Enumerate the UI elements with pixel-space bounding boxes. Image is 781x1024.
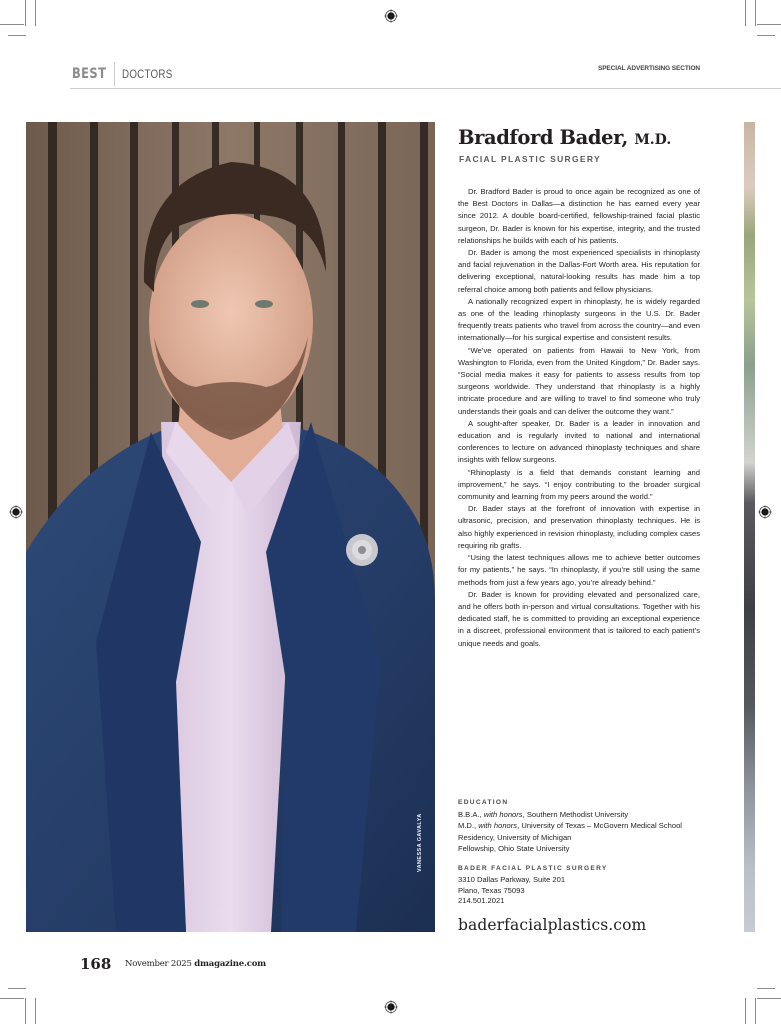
crop-mark (757, 24, 781, 25)
degree: B.B.A., (458, 809, 482, 819)
issue-line (125, 959, 266, 969)
crop-mark (745, 998, 746, 1024)
article-paragraph: Dr. Bader is known for providing elevated and personalized care, and he offers both in-person and virtual consultations. Together with his dedicated staff, he is committed to providing an exceptional experience in a discreet, professional environment that is tailored to each patient’s unique needs and goals. (458, 589, 700, 648)
crop-mark (757, 988, 775, 989)
website-link[interactable]: baderfacialplastics.com (458, 916, 647, 934)
crop-mark (757, 998, 781, 999)
crop-mark (757, 35, 775, 36)
school: , Southern Methodist University (522, 809, 629, 819)
address-line-1: 3310 Dallas Parkway, Suite 201 (458, 874, 566, 884)
header-divider (114, 62, 115, 86)
registration-mark-icon (9, 505, 23, 519)
crop-mark (745, 0, 746, 26)
article-paragraph: Dr. Bader stays at the forefront of innovation with expertise in ultrasonic, precision, and preservation rhinoplasty techniques. He is also highly experienced in revision rhinoplasty, including complex cases requiring rib grafts. (458, 504, 700, 550)
education-item: Fellowship, Ohio State University (458, 844, 570, 854)
portrait-illustration (26, 122, 435, 932)
honors: with honors (483, 809, 523, 819)
crop-mark (0, 998, 24, 999)
specialty: FACIAL PLASTIC SURGERY (459, 154, 601, 164)
crop-mark (35, 0, 36, 26)
crop-mark (755, 998, 756, 1024)
article-paragraph: A sought-after speaker, Dr. Bader is a leader in innovation and education and is regularly invited to national and international conferences to lecture on advanced rhinoplasty techniques and share insights with fellow surgeons. (458, 418, 700, 465)
address-line-2: Plano, Texas 75093 (458, 885, 525, 895)
page-number: 168 (80, 955, 112, 973)
crop-mark (25, 0, 26, 26)
article-paragraph: Dr. Bader is among the most experienced specialists in rhinoplasty and facial rejuvenation in the Dallas-Fort Worth area. His reputation for delivering exceptional, natural-looking results has made him a top referral choice among both patients and fellow physicians. (458, 248, 700, 294)
registration-mark-icon (758, 505, 772, 519)
school: , University of Texas – McGovern Medical School (517, 821, 682, 831)
education-item: Residency, University of Michigan (458, 832, 572, 842)
article-paragraph: “Rhinoplasty is a field that demands constant learning and improvement,” he says. “I enjoy contributing to the broader surgical community and learning from my peers around the world.” (458, 467, 700, 502)
practice-name: BADER FACIAL PLASTIC SURGERY (458, 865, 608, 872)
registration-mark-icon (384, 1000, 398, 1014)
photo-credit: VANESSA GAVALYA (417, 813, 423, 872)
doctor-portrait-photo (26, 122, 435, 932)
adjacent-page-photo-edge (744, 122, 755, 932)
magazine-site: dmagazine.com (194, 959, 266, 969)
education-item (458, 820, 708, 832)
article-body (458, 186, 700, 650)
degree: M.D., (458, 821, 477, 831)
phone-number: 214.501.2021 (458, 896, 505, 906)
doctor-credential: M.D. (634, 132, 672, 148)
article-paragraph: “Using the latest techniques allows me to achieve better outcomes for my patients,” he says. “In rhinoplasty, if you’re still using the same methods from just a few years ago, you’re already behind.” (458, 553, 700, 587)
education-section (458, 797, 708, 855)
advertising-label: SPECIAL ADVERTISING SECTION (597, 65, 700, 72)
crop-mark (755, 0, 756, 26)
registration-mark-icon (384, 9, 398, 23)
section-brand: BEST (72, 66, 107, 82)
crop-mark (0, 24, 24, 25)
section-name: DOCTORS (122, 69, 173, 81)
education-label: EDUCATION (458, 799, 509, 806)
article-paragraph: “We’ve operated on patients from Hawaii to New York, from Washington to Florida, even from the United Kingdom,” Dr. Bader says. “Social media makes it easy for patients to assess results from top surgeons worldwide. They understand that rhinoplasty is a highly intricate procedure and are willing to travel to find someone who truly understands their goals and can deliver the outcome they want.” (458, 345, 700, 416)
article-paragraph: Dr. Bradford Bader is proud to once again be recognized as one of the Best Doctors in Dallas—a distinction he has earned every year since 2012. A double board-certified, fellowship-trained facial plastic surgeon, Dr. Bader is known for his expertise, integrity, and the trusted relationships he builds with each of his patients. (458, 187, 700, 245)
issue-date: November 2025 (125, 959, 192, 969)
crop-mark (8, 988, 26, 989)
doctor-name (458, 126, 671, 149)
crop-mark (25, 998, 26, 1024)
doctor-name-text: Bradford Bader, (458, 126, 628, 149)
crop-mark (8, 35, 26, 36)
education-item (458, 809, 708, 821)
header-rule (70, 88, 781, 89)
article-paragraph: A nationally recognized expert in rhinoplasty, he is widely regarded as one of the leading rhinoplasty surgeons in the U.S. Dr. Bader frequently treats patients who travel from across the country—and even internationally—for his surgical expertise and consistent results. (458, 296, 700, 343)
practice-info (458, 864, 708, 907)
honors: with honors (478, 821, 518, 831)
crop-mark (35, 998, 36, 1024)
